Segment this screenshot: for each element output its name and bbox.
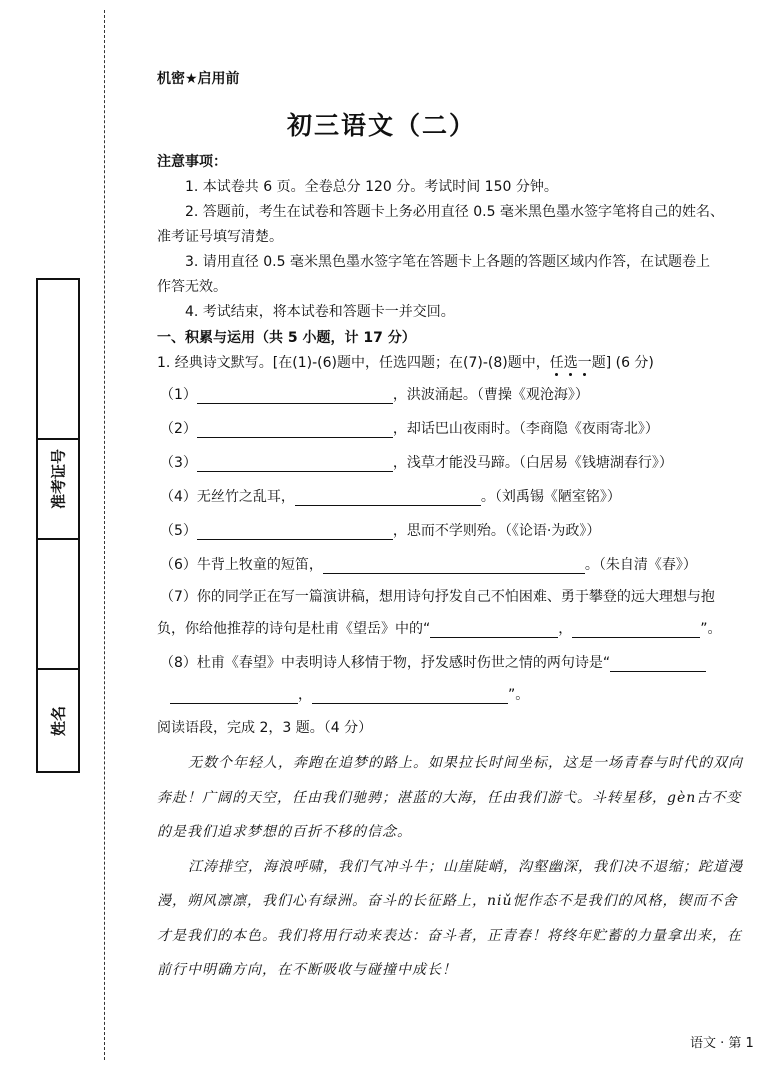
note-item-2-cont: 准考证号填写清楚。	[157, 229, 283, 245]
q1-line-5	[160, 520, 600, 540]
q7-text: 负，你给他推荐的诗句是杜甫《望岳》中的“	[157, 621, 431, 637]
page-title: 初三语文（二）	[286, 111, 476, 140]
q1-8-line-2	[170, 684, 529, 704]
line-number: （2）	[160, 421, 197, 437]
page-footer: 语文 · 第 1	[690, 1036, 754, 1051]
exam-id-label: 准考证号	[49, 448, 68, 509]
note-item-4: 4. 考试结束，将本试卷和答题卡一并交回。	[185, 304, 455, 320]
answer-blank[interactable]	[430, 623, 558, 638]
note-item-3: 3. 请用直径 0.5 毫米黑色墨水签字笔在答题卡上各题的答题区域内作答，在试题卷上	[185, 254, 710, 270]
line-text-before: 牛背上牧童的短笛，	[196, 557, 323, 573]
line-number: （6）	[160, 557, 197, 573]
line-text: ，浅草才能没马蹄。（白居易《钱塘湖春行》）	[392, 455, 673, 471]
answer-blank[interactable]	[197, 389, 393, 404]
reading-paragraph-line: 的是我们追求梦想的百折不移的信念。	[157, 824, 412, 840]
reading-paragraph-line: 前行中明确方向，在不断吸收与碰撞中成长！	[157, 962, 457, 978]
q1-line-6	[160, 554, 697, 574]
q1-line-4	[160, 486, 621, 506]
line-text: 。（朱自清《春》）	[584, 557, 697, 573]
sidebar-box-top	[36, 278, 80, 438]
answer-blank[interactable]	[197, 457, 393, 472]
note-item-1: 1. 本试卷共 6 页。全卷总分 120 分。考试时间 150 分钟。	[185, 179, 558, 195]
answer-blank[interactable]	[295, 491, 481, 506]
answer-blank[interactable]	[323, 559, 585, 574]
line-number: （3）	[160, 455, 197, 471]
line-text: 。（刘禹锡《陋室铭》）	[480, 489, 621, 505]
answer-blank[interactable]	[610, 657, 706, 672]
reading-intro: 阅读语段，完成 2，3 题。（4 分）	[157, 720, 373, 736]
reading-paragraph-line: 才是我们的本色。我们将用行动来表达：奋斗者，正青春！将终年贮蓄的力量拿出来，在	[157, 928, 742, 944]
answer-blank[interactable]	[312, 689, 508, 704]
q1-7-line-1: （7）你的同学正在写一篇演讲稿，想用诗句抒发自己不怕困难、勇于攀登的远大理想与抱	[160, 589, 715, 605]
line-text: ，却话巴山夜雨时。（李商隐《夜雨寄北》）	[392, 421, 659, 437]
binding-cut-line	[104, 10, 105, 1060]
q1-8-line-1	[160, 652, 706, 672]
q1-dotted-3: 一	[577, 355, 592, 371]
line-number: （1）	[160, 387, 197, 403]
answer-blank[interactable]	[197, 525, 393, 540]
reading-paragraph-line: 无数个年轻人，奔跑在追梦的路上。如果拉长时间坐标，这是一场青春与时代的双向	[188, 755, 743, 771]
q1-stem	[157, 352, 654, 372]
q7-end: ”。	[700, 621, 722, 637]
exam-id-label-box	[36, 438, 80, 538]
q1-line-2	[160, 418, 659, 438]
q8-separator: ，	[298, 687, 312, 703]
q7-separator: ，	[558, 621, 573, 637]
name-label-box	[36, 668, 80, 773]
answer-blank[interactable]	[170, 689, 298, 704]
line-number: （5）	[160, 523, 197, 539]
line-text: ，洪波涌起。（曹操《观沧海》）	[392, 387, 589, 403]
reading-paragraph-line: 漫，朔风凛凛，我们心有绿洲。奋斗的长征路上，niǔ怩作态不是我们的风格，锲而不舍	[157, 893, 738, 909]
name-label: 姓名	[49, 705, 68, 736]
q1-dotted-1: 任	[549, 355, 564, 371]
q1-stem-b: 题] (6 分)	[591, 355, 654, 371]
answer-blank[interactable]	[572, 623, 700, 638]
answer-blank[interactable]	[197, 423, 393, 438]
q1-7-line-2	[157, 618, 722, 638]
reading-paragraph-line: 江涛排空，海浪呼啸，我们气冲斗牛；山崖陡峭，沟壑幽深，我们决不退缩；跎道漫	[188, 859, 743, 875]
line-text-before: 无丝竹之乱耳，	[196, 489, 295, 505]
q1-dotted-2: 选	[563, 355, 578, 371]
confidential-mark: 机密★启用前	[157, 71, 240, 87]
notes-heading: 注意事项：	[157, 154, 227, 170]
exam-id-field	[36, 538, 80, 668]
q1-stem-a: 1. 经典诗文默写。[在(1)-(6)题中，任选四题；在(7)-(8)题中，	[157, 355, 550, 371]
reading-paragraph-line: 奔赴！广阔的天空，任由我们驰骋；湛蓝的大海，任由我们游弋。斗转星移，gèn古不变	[157, 790, 742, 806]
q1-line-1	[160, 384, 589, 404]
q1-line-3	[160, 452, 673, 472]
q8-end: ”。	[508, 687, 530, 703]
line-number: （4）	[160, 489, 197, 505]
note-item-3-cont: 作答无效。	[157, 279, 227, 295]
section1-heading: 一、积累与运用（共 5 小题，计 17 分）	[157, 330, 416, 346]
note-item-2: 2. 答题前，考生在试卷和答题卡上务必用直径 0.5 毫米黑色墨水签字笔将自己的姓名、	[185, 204, 724, 220]
q8-text: （8）杜甫《春望》中表明诗人移情于物，抒发感时伤世之情的两句诗是“	[160, 655, 611, 671]
line-text: ，思而不学则殆。（《论语·为政》）	[392, 523, 601, 539]
